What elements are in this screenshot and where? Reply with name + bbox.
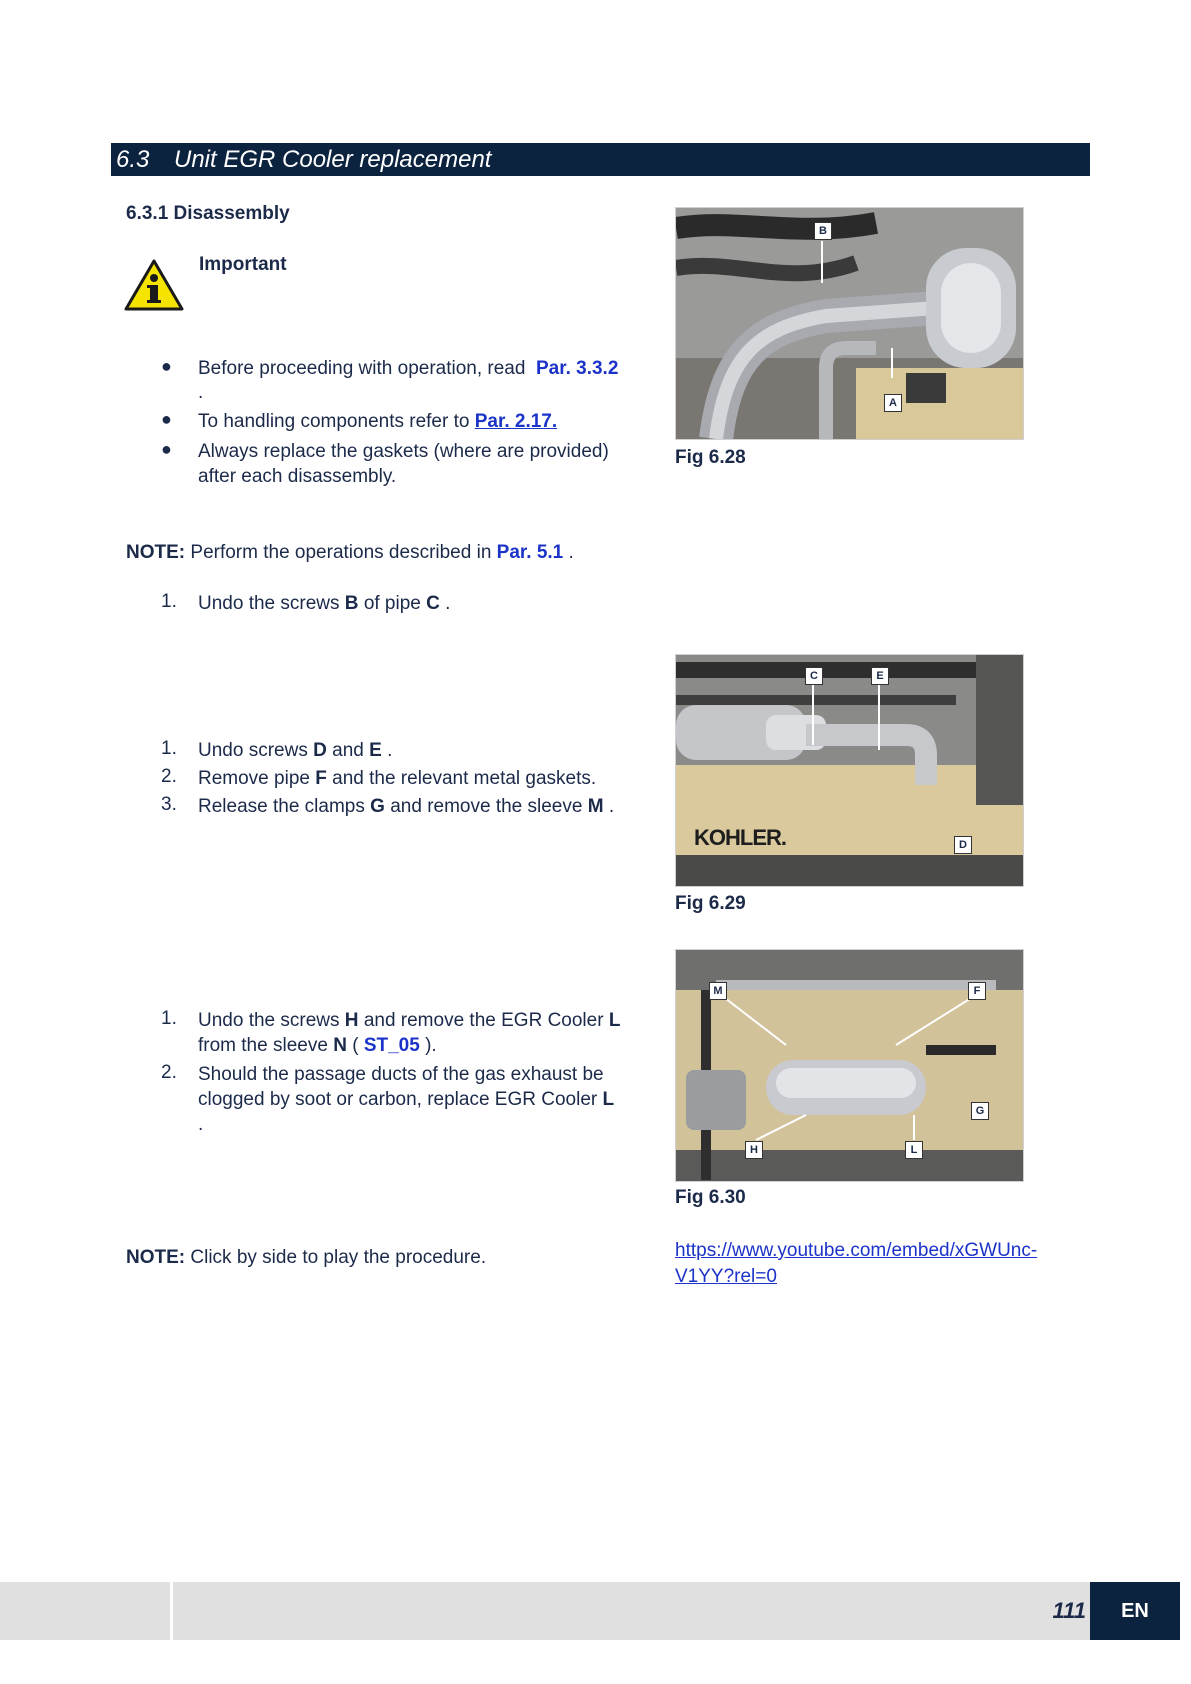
bullet-1 [198, 356, 618, 381]
note-1 [126, 540, 574, 565]
step-text: Should the passage ducts of the gas exhaust be [198, 1064, 604, 1085]
important-label: Important [199, 254, 287, 275]
bullet-2-text: To handling components refer to [198, 411, 470, 432]
step-text-part: ( [352, 1035, 359, 1056]
page-number: 111 [1052, 1598, 1086, 1623]
step-text [198, 794, 614, 819]
callout-label: B [814, 222, 832, 240]
bullet-3-line2: after each disassembly. [198, 466, 397, 487]
callout-label: D [954, 836, 972, 854]
bullet-dot: ● [161, 409, 172, 429]
video-url-link[interactable] [675, 1238, 1037, 1290]
callout-label: E [871, 667, 889, 685]
callout-label: C [805, 667, 823, 685]
bullet-1-trail: . [198, 382, 204, 403]
callout-label: H [745, 1141, 763, 1159]
section-number: 6.3 [116, 146, 150, 173]
figure-6-29-photo [675, 654, 1024, 887]
ref-letter: L [602, 1089, 615, 1110]
video-url-line2[interactable]: V1YY?rel=0 [675, 1266, 777, 1287]
step-text-part: and the relevant metal gaskets. [332, 768, 597, 789]
step-text-part: and remove the EGR Cooler [363, 1010, 604, 1031]
callout-label: L [905, 1141, 923, 1159]
step-text-part: and [332, 740, 364, 761]
bullet-1-text: Before proceeding with operation, read [198, 358, 526, 379]
note-label: NOTE: [126, 542, 186, 563]
footer-divider [170, 1582, 173, 1640]
kohler-logo: KOHLER. [694, 825, 786, 850]
callout-label: M [709, 982, 727, 1000]
step-text-part: Undo screws [198, 740, 308, 761]
step-text [198, 1008, 620, 1033]
step-text-part: . [608, 796, 615, 817]
step-text-part: and remove the sleeve [390, 796, 583, 817]
ref-letter: G [370, 796, 385, 817]
step-number: 1. [161, 591, 177, 612]
step-text-part: . [445, 593, 451, 614]
step-text-line2 [198, 1087, 614, 1112]
step-text-part: . [387, 740, 393, 761]
ref-letter: C [426, 593, 440, 614]
figure-caption: Fig 6.28 [675, 447, 746, 468]
par-2-17-link[interactable]: Par. 2.17. [474, 411, 558, 432]
note-2-text: Click by side to play the procedure. [190, 1247, 487, 1268]
step-text-part: clogged by soot or carbon, replace EGR Cooler [198, 1089, 598, 1110]
step-text-part: Remove pipe [198, 768, 310, 789]
note-label: NOTE: [126, 1247, 186, 1268]
ref-letter: L [608, 1010, 621, 1031]
figure-caption: Fig 6.29 [675, 893, 746, 914]
section-title: Unit EGR Cooler replacement [174, 146, 492, 173]
language-badge: EN [1090, 1582, 1180, 1640]
footer-bar [0, 1582, 1090, 1640]
ref-letter: B [344, 593, 359, 614]
par-5-1-link[interactable]: Par. 5.1 [496, 542, 564, 563]
ref-letter: D [313, 740, 327, 761]
step-text [198, 591, 450, 616]
bullet-2 [198, 409, 557, 434]
step-number: 2. [161, 1062, 177, 1083]
callout-label: G [971, 1102, 989, 1120]
figure-6-30-photo [675, 949, 1024, 1182]
step-text-part: Undo the screws [198, 593, 340, 614]
st-05-link[interactable]: ST_05 [363, 1035, 420, 1056]
step-text [198, 766, 596, 791]
section-heading [111, 143, 1090, 176]
step-text-part: of pipe [363, 593, 421, 614]
step-number: 1. [161, 738, 177, 759]
ref-letter: E [369, 740, 382, 761]
video-url-line1[interactable]: https://www.youtube.com/embed/xGWUnc- [675, 1240, 1038, 1261]
figure-caption: Fig 6.30 [675, 1187, 746, 1208]
step-text-part: ). [425, 1035, 437, 1056]
step-text-line2 [198, 1033, 437, 1058]
callout-label: F [968, 982, 986, 1000]
bullet-dot: ● [161, 439, 172, 459]
bullet-dot: ● [161, 356, 172, 376]
step-number: 1. [161, 1008, 177, 1029]
ref-letter: N [333, 1035, 347, 1056]
note-1-trail: . [568, 542, 574, 563]
step-text-line3: . [198, 1114, 204, 1135]
note-1-text: Perform the operations described in [190, 542, 492, 563]
step-text-part: Undo the screws [198, 1010, 340, 1031]
step-text-part: from the sleeve [198, 1035, 328, 1056]
callout-label: A [884, 394, 902, 412]
subsection-title: 6.3.1 Disassembly [126, 203, 290, 224]
step-text-part: Release the clamps [198, 796, 365, 817]
figure-6-28-photo [675, 207, 1024, 440]
step-text [198, 738, 392, 763]
ref-letter: F [315, 768, 327, 789]
par-3-3-2-link[interactable]: Par. 3.3.2 [536, 358, 619, 379]
note-2 [126, 1245, 486, 1270]
ref-letter: H [344, 1010, 359, 1031]
step-number: 3. [161, 794, 177, 815]
warning-info-icon [124, 259, 184, 311]
step-number: 2. [161, 766, 177, 787]
bullet-3-line1: Always replace the gaskets (where are provided) [198, 441, 609, 462]
ref-letter: M [587, 796, 604, 817]
